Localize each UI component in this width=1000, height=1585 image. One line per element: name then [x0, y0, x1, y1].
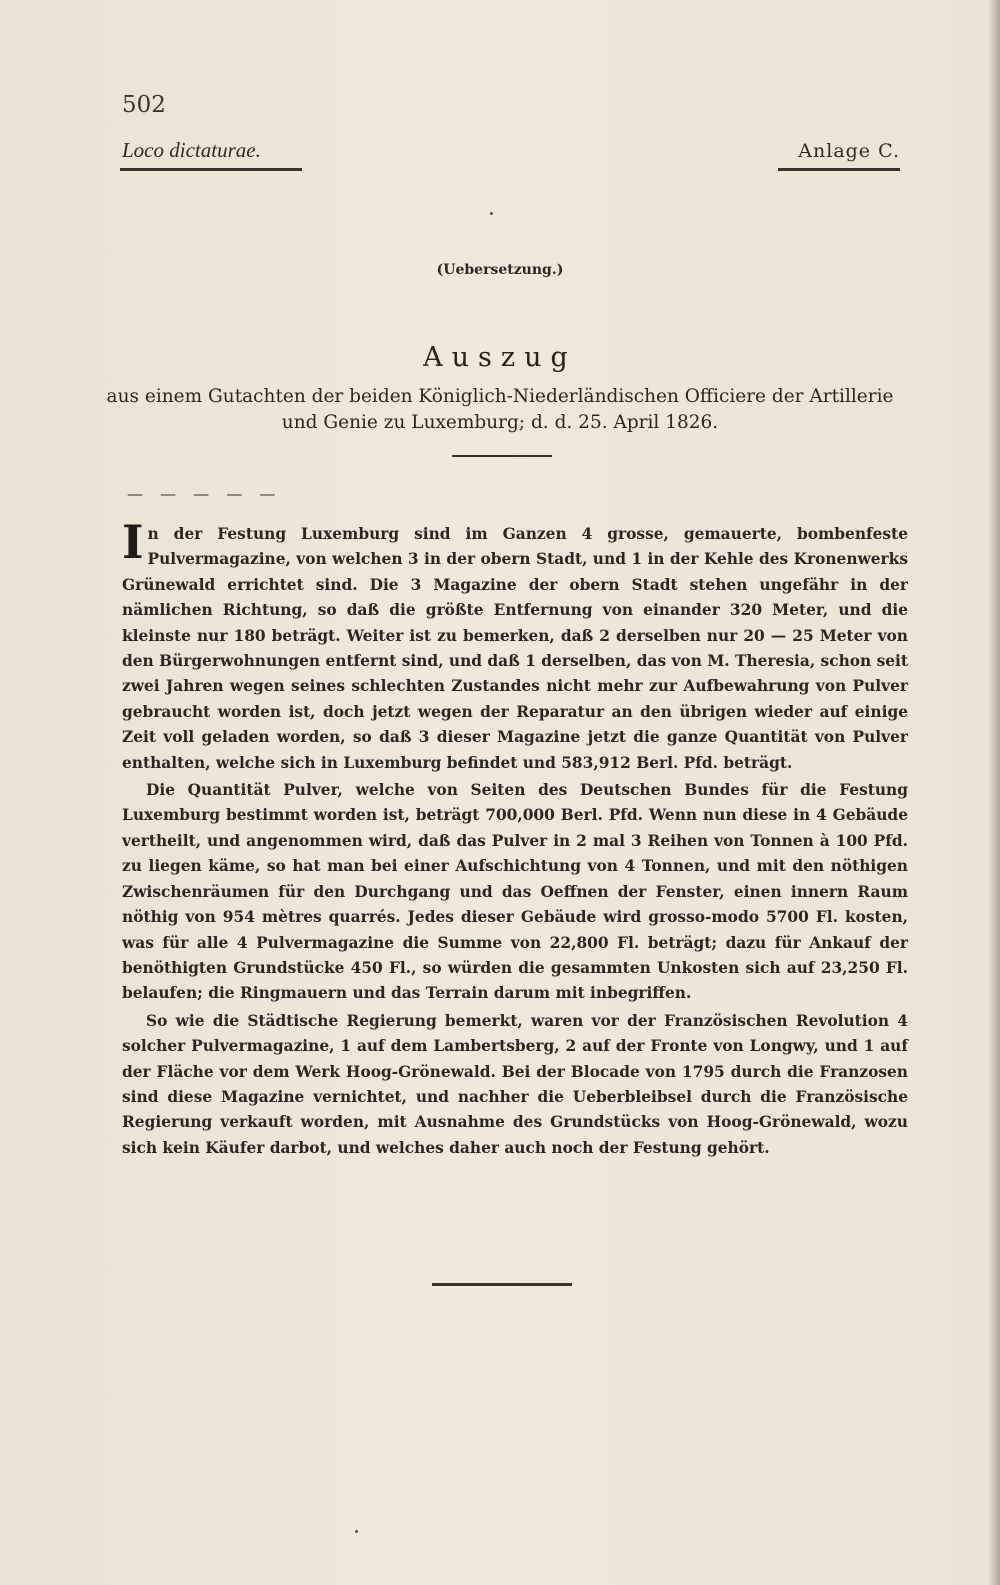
drop-cap: I — [122, 515, 144, 569]
paragraph-1-text: n der Festung Luxemburg sind im Ganzen 4 grosse, gemauerte, bombenfeste Pulvermagazine, von welchen 3 in der obern Stadt, und 1 in der Kehle des Kronenwerks Grünewald errichtet sind. Die 3 Magazine der obern Stadt stehen ungefähr in der nämlichen Richtung, so daß die größte Entfernung von einander 320 Meter, und die kleinste nur 180 beträgt. Weiter ist zu bemerken, daß 2 derselben nur 20 — 25 Meter von den Bürgerwohnungen entfernt sind, und daß 1 derselben, das von M. Theresia, schon seit zwei Jahren wegen seines schlechten Zustandes nicht mehr zur Aufbewahrung von Pulver gebraucht worden ist, doch jetzt wegen der Reparatur an den übrigen wieder auf einige Zeit voll geladen worden, so daß 3 dieser Magazine jetzt die ganze Quantität von Pulver enthalten, welche sich in Luxemburg befindet und 583,912 Berl. Pfd. beträgt. — [122, 525, 908, 772]
document-title-line-1: aus einem Gutachten der beiden Königlich-Niederländischen Officiere der Artillerie — [106, 386, 894, 407]
document-heading: Auszug — [423, 342, 577, 373]
running-header-right: Anlage C. — [798, 140, 900, 162]
page-edge-shadow — [988, 0, 1000, 1585]
paper-speck — [490, 212, 493, 215]
paragraph-1 — [122, 515, 908, 776]
header-rule-left — [120, 168, 302, 171]
translation-note: (Uebersetzung.) — [436, 262, 564, 278]
separator-dashes: — — — — — — [127, 484, 282, 503]
paper-speck — [355, 1530, 358, 1533]
running-header-left: Loco dictaturae. — [122, 138, 261, 162]
title-divider — [452, 455, 552, 457]
paragraph-2: Die Quantität Pulver, welche von Seiten des Deutschen Bundes für die Festung Luxemburg bestimmt worden ist, beträgt 700,000 Berl. Pfd. Wenn nun diese in 4 Gebäude vertheilt, und angenommen wird, daß das Pulver in 2 mal 3 Reihen von Tonnen à 100 Pfd. zu liegen käme, so hat man bei einer Aufschichtung von 4 Tonnen, und mit den nöthigen Zwischenräumen für den Durchgang und das Oeffnen der Fenster, einen innern Raum nöthig von 954 mètres quarrés. Jedes dieser Gebäude wird grosso-modo 5700 Fl. kosten, was für alle 4 Pulvermagazine die Summe von 22,800 Fl. beträgt; dazu für Ankauf der benöthigten Grundstücke 450 Fl., so würden die gesammten Unkosten sich auf 23,250 Fl. belaufen; die Ringmauern und das Terrain darum mit inbegriffen. — [122, 781, 908, 1003]
body-text — [122, 515, 908, 1163]
paragraph-3: So wie die Städtische Regierung bemerkt, waren vor der Französischen Revolution 4 solcher Pulvermagazine, 1 auf dem Lambertsberg, 2 auf der Fronte von Longwy, und 1 auf der Fläche vor dem Werk Hoog-Grönewald. Bei der Blocade von 1795 durch die Franzosen sind diese Magazine vernichtet, und nachher die Ueberbleibsel durch die Französische Regierung verkauft worden, mit Ausnahme des Grundstücks von Hoog-Grönewald, wozu sich kein Käufer darbot, und welches daher auch noch der Festung gehört. — [122, 1011, 908, 1157]
document-title-line-2: und Genie zu Luxemburg; d. d. 25. April 1826. — [281, 412, 719, 433]
header-rule-right — [778, 168, 900, 171]
end-rule — [432, 1283, 572, 1286]
page-number: 502 — [122, 92, 166, 118]
